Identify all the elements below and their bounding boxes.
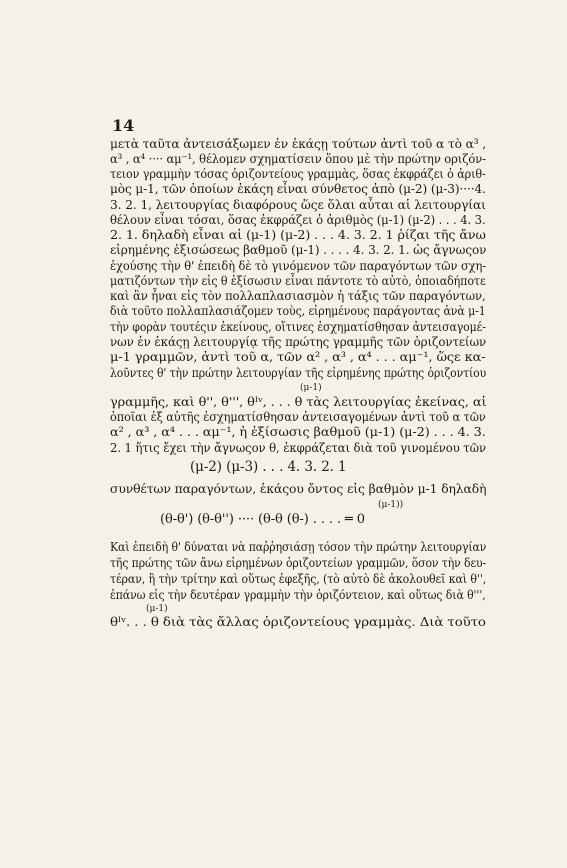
text-line: τειον γραμμὴν τόσας ὁριζοντείους γραμμὰς, ὅσας ἐκφράζει ὁ ἀριθ-: [110, 167, 486, 181]
text-line: ἐπάνω εἰς τὴν δευτέραν γραμμὴν τὴν ὁριζόντειον, καὶ οὕτως διὰ θ''',: [110, 588, 486, 602]
text-line: α² , α³ , α⁴ . . . αμ⁻¹, ἡ ἐξίσωσις βαθμοῦ (μ-1) (μ-2) . . . 4. 3.: [110, 425, 486, 439]
text-line: 2. 1. δηλαδὴ εἶναι αἱ (μ-1) (μ-2) . . . 4. 3. 2. 1 ῥίζαι τῆς ἄνω: [110, 228, 486, 242]
text-line: εἰρημένης ἐξισώσεως βαθμοῦ (μ-1) . . . . 4. 3. 2. 1. ὡς ἄγνωςον: [110, 243, 487, 257]
text-line: 3. 2. 1, λειτουργίας διαφόρους ὥςε ὅλαι αὗται αἱ λειτουργίαι: [110, 198, 486, 212]
text-line: ματιζόντων τὴν εἰς θ ἐξίσωσιν εἶναι πάντοτε τὸ αὐτὸ, ὁποιαδήποτε: [110, 274, 486, 288]
text-line: ὁποῖαι ἐξ αὐτῆς ἐσχηματίσθησαν ἀντεισαγομένων ἀντὶ τοῦ α τῶν: [110, 410, 486, 424]
text-line: καὶ ἂν ἦναι εἰς τὸν πολλαπλασιασμὸν ἡ τάξις τῶν παραγόντων,: [110, 289, 486, 303]
text-line: συνθέτων παραγόντων, ἑκάςου ὄντος εἰς βαθμὸν μ-1 δηλαδὴ: [110, 482, 487, 496]
text-line: τὴν φορὰν τουτέςιν ἐκείνους, οἵτινες ἐσχηματίσθησαν ἀντεισαγομέ-: [110, 320, 486, 334]
text-line: τέραν, ἢ τὴν τρίτην καὶ οὕτως ἐφεξῆς, (τὸ αὐτὸ δὲ ἀκολουθεῖ καὶ θ'',: [110, 572, 487, 586]
text-line: ἐχούσης τὴν θ' ἐπειδὴ δὲ τὸ γινόμενον τῶν παραγόντων τῶν σχη-: [110, 259, 487, 273]
subscript-label: (μ-1): [146, 604, 168, 614]
text-line: Καὶ ἐπειδὴ θ' δύναται νὰ παῤῥησιάσῃ τόσον τὴν πρώτην λειτουργίαν: [110, 540, 487, 554]
subscript-label: (μ-1): [300, 383, 322, 393]
text-line: α³ , α⁴ ···· αμ⁻¹, θέλομεν σχηματίσειν ὅπου μὲ τὴν πρώτην οριζόν-: [110, 152, 486, 166]
page-number: 14: [112, 116, 135, 135]
text-line: νων ἐν ἑκάςῃ λειτουργίᾳ τῆς πρώτης γραμμῆς τῶν ὁριζοντείων: [110, 335, 487, 349]
formula-line: (μ-2) (μ-3) . . . 4. 3. 2. 1: [190, 459, 347, 475]
text-line: θέλουν εἶναι τόσαι, ὅσας ἐκφράζει ὁ ἀριθμὸς (μ-1) (μ-2) . . . 4. 3.: [110, 213, 486, 227]
text-line: μετὰ ταῦτα ἀντεισάξωμεν ἐν ἑκάςῃ τούτων ἀντὶ τοῦ α τὸ α³ ,: [110, 137, 487, 151]
text-line: τῆς πρώτης τῶν ἄνω εἰρημένων ὁριζοντείων γραμμῶν, ὅσον τὴν δευ-: [110, 556, 487, 570]
text-line: λοῦντες θ' τὴν πρώτην λειτουργίαν τῆς εἰρημένης πρώτης ὁριζοντίου: [110, 366, 487, 380]
formula-line: (θ-θ') (θ-θ'') ···· (θ-θ (θ-) . . . . ═ 0: [160, 512, 365, 527]
text-line: 2. 1 ἥτις ἔχει τὴν ἄγνωςον θ, ἐκφράζεται διὰ τοῦ γινομένου τῶν: [110, 441, 487, 455]
text-line: διὰ τοῦτο πολλαπλασιάζομεν τοὺς, εἰρημένους παράγοντας ἀνὰ μ-1: [110, 304, 486, 318]
text-line: γραμμῆς, καὶ θ'', θ''', θᴵᵛ, . . . θ τὰς λειτουργίας ἐκείνας, αἱ: [110, 395, 487, 409]
text-line: μ-1 γραμμῶν, ἀντὶ τοῦ α, τῶν α² , α³ , α⁴ . . . αμ⁻¹, ὥςε κα-: [110, 350, 486, 364]
text-line: μὸς μ-1, τῶν ὁποίων ἑκάςη εἶναι σύνθετος ἀπὸ (μ-2) (μ-3)····4.: [110, 182, 486, 196]
text-line: θᴵᵛ. . . θ διὰ τὰς ἄλλας ὁριζοντείους γραμμὰς. Διὰ τοῦτο: [110, 615, 486, 629]
subscript-label: (μ-1)): [378, 500, 404, 510]
